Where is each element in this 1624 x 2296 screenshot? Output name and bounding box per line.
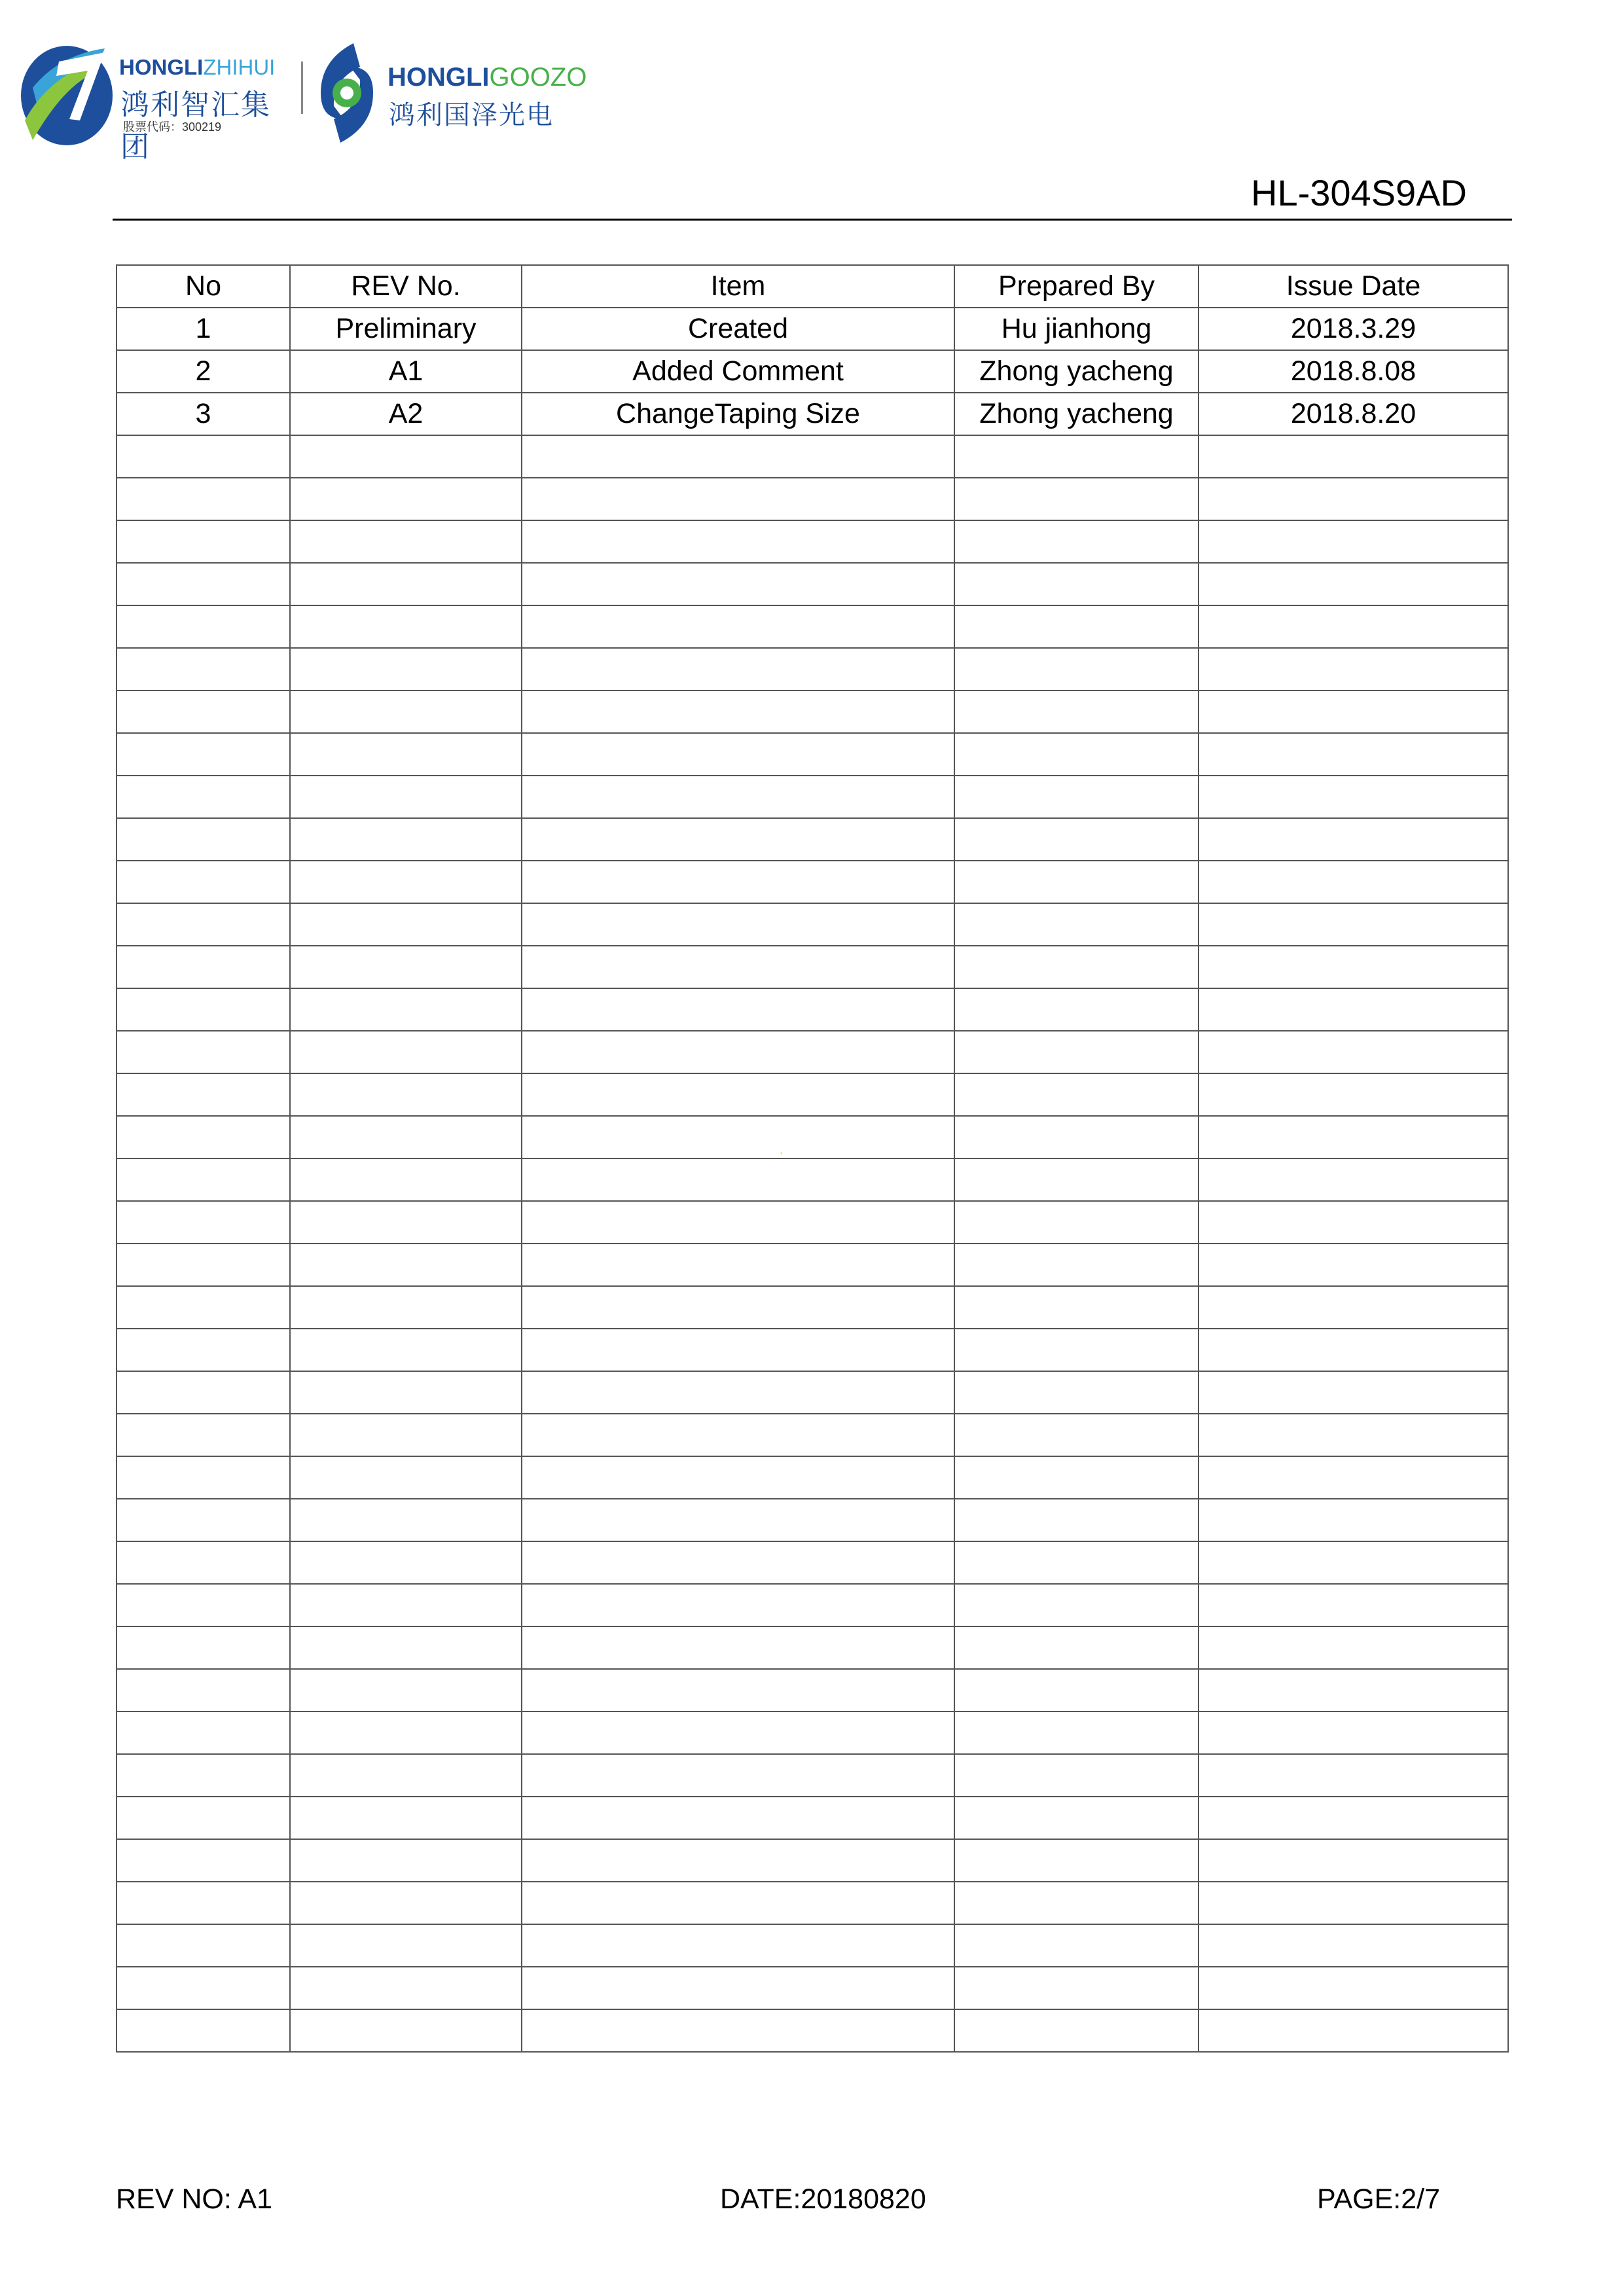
- table-cell-empty: [954, 988, 1199, 1031]
- table-cell-empty: [954, 1031, 1199, 1073]
- table-cell-empty: [1199, 1073, 1508, 1116]
- table-cell-empty: [522, 818, 954, 861]
- table-cell: A1: [290, 350, 522, 393]
- table-row-empty: [117, 1754, 1508, 1797]
- table-cell-empty: [117, 1329, 290, 1371]
- table-cell-empty: [290, 1456, 522, 1499]
- table-cell-empty: [117, 1073, 290, 1116]
- table-cell-empty: [117, 478, 290, 520]
- table-row-empty: [117, 946, 1508, 988]
- table-cell-empty: [117, 903, 290, 946]
- revision-table: [116, 264, 1509, 2053]
- table-cell-empty: [1199, 1499, 1508, 1541]
- table-cell-empty: [954, 1541, 1199, 1584]
- table-cell-empty: [954, 1584, 1199, 1626]
- table-cell-empty: [290, 1414, 522, 1456]
- col-header-no: No: [117, 265, 290, 308]
- table-cell-empty: [117, 1669, 290, 1712]
- table-cell: Zhong yacheng: [954, 350, 1199, 393]
- table-cell-empty: [1199, 1456, 1508, 1499]
- table-row-empty: [117, 563, 1508, 605]
- table-cell: 2018.3.29: [1199, 308, 1508, 350]
- table-cell-empty: [290, 478, 522, 520]
- table-cell-empty: [117, 776, 290, 818]
- table-cell-empty: [522, 1669, 954, 1712]
- table-row-empty: [117, 1158, 1508, 1201]
- table-cell-empty: [290, 1286, 522, 1329]
- table-cell: Hu jianhong: [954, 308, 1199, 350]
- table-cell-empty: [1199, 478, 1508, 520]
- table-cell-empty: [290, 946, 522, 988]
- table-cell-empty: [1199, 1031, 1508, 1073]
- honglgoozo-logo-icon: [308, 41, 386, 145]
- table-cell-empty: [1199, 435, 1508, 478]
- header-rule: [113, 219, 1512, 221]
- table-cell-empty: [117, 1754, 290, 1797]
- table-cell-empty: [954, 435, 1199, 478]
- table-cell-empty: [954, 2009, 1199, 2052]
- table-cell-empty: [1199, 1286, 1508, 1329]
- table-cell-empty: [954, 1456, 1199, 1499]
- table-cell-empty: [1199, 2009, 1508, 2052]
- table-cell-empty: [1199, 776, 1508, 818]
- table-cell-empty: [522, 1882, 954, 1924]
- table-header-row: [117, 265, 1508, 308]
- table-cell-empty: [1199, 1329, 1508, 1371]
- table-row-empty: [117, 1669, 1508, 1712]
- table-cell-empty: [117, 1456, 290, 1499]
- table-row-empty: [117, 1371, 1508, 1414]
- table-cell-empty: [954, 648, 1199, 691]
- table-cell-empty: [522, 478, 954, 520]
- table-row-empty: [117, 605, 1508, 648]
- table-cell-empty: [290, 1584, 522, 1626]
- table-cell-empty: [522, 903, 954, 946]
- table-cell-empty: [522, 435, 954, 478]
- table-cell-empty: [117, 1924, 290, 1967]
- table-cell: Zhong yacheng: [954, 393, 1199, 435]
- table-cell-empty: [954, 733, 1199, 776]
- table-cell-empty: [954, 1499, 1199, 1541]
- table-cell-empty: [1199, 1541, 1508, 1584]
- table-cell-empty: [290, 435, 522, 478]
- table-cell-empty: [290, 1882, 522, 1924]
- table-cell-empty: [1199, 1371, 1508, 1414]
- table-cell-empty: [117, 1626, 290, 1669]
- table-cell-empty: [954, 1116, 1199, 1158]
- table-cell-empty: [117, 1371, 290, 1414]
- table-cell-empty: [117, 520, 290, 563]
- table-cell-empty: [954, 1797, 1199, 1839]
- table-row-empty: [117, 2009, 1508, 2052]
- table-cell-empty: [522, 1626, 954, 1669]
- table-cell-empty: [290, 903, 522, 946]
- table-cell-empty: [954, 861, 1199, 903]
- table-cell-empty: [290, 1244, 522, 1286]
- table-cell-empty: [1199, 1584, 1508, 1626]
- table-cell-empty: [522, 1797, 954, 1839]
- table-row-empty: [117, 520, 1508, 563]
- table-cell: Preliminary: [290, 308, 522, 350]
- table-cell-empty: [522, 1456, 954, 1499]
- table-cell-empty: [522, 1329, 954, 1371]
- table-cell-empty: [117, 1712, 290, 1754]
- table-cell-empty: [522, 1286, 954, 1329]
- table-row-empty: [117, 1626, 1508, 1669]
- table-cell-empty: [1199, 1754, 1508, 1797]
- table-cell-empty: [290, 1797, 522, 1839]
- table-cell: Created: [522, 308, 954, 350]
- table-cell-empty: [117, 733, 290, 776]
- table-row-empty: [117, 1329, 1508, 1371]
- table-row-empty: [117, 1201, 1508, 1244]
- table-cell-empty: [117, 818, 290, 861]
- table-cell-empty: [290, 1158, 522, 1201]
- table-cell-empty: [1199, 1414, 1508, 1456]
- table-row-empty: [117, 1924, 1508, 1967]
- table-cell-empty: [290, 563, 522, 605]
- table-cell-empty: [954, 520, 1199, 563]
- table-cell-empty: [290, 1031, 522, 1073]
- document-id: HL-304S9AD: [1251, 172, 1467, 213]
- table-row-empty: [117, 435, 1508, 478]
- table-cell-empty: [522, 1414, 954, 1456]
- table-cell-empty: [954, 1371, 1199, 1414]
- table-cell: Added Comment: [522, 350, 954, 393]
- table-row-empty: [117, 648, 1508, 691]
- table-cell-empty: [117, 988, 290, 1031]
- table-cell-empty: [117, 1541, 290, 1584]
- table-cell-empty: [954, 903, 1199, 946]
- table-cell-empty: [522, 1371, 954, 1414]
- table-row-empty: [117, 1797, 1508, 1839]
- table-cell-empty: [1199, 563, 1508, 605]
- table-cell-empty: [117, 1839, 290, 1882]
- table-cell-empty: [290, 1754, 522, 1797]
- table-cell-empty: [1199, 1839, 1508, 1882]
- table-cell: 2: [117, 350, 290, 393]
- table-cell-empty: [117, 435, 290, 478]
- table-row-empty: [117, 861, 1508, 903]
- table-cell: 2018.8.20: [1199, 393, 1508, 435]
- table-cell-empty: [522, 1201, 954, 1244]
- table-cell-empty: [290, 776, 522, 818]
- table-cell-empty: [1199, 903, 1508, 946]
- table-cell-empty: [954, 1754, 1199, 1797]
- table-row-empty: [117, 1073, 1508, 1116]
- table-cell-empty: [522, 946, 954, 988]
- table-cell-empty: [1199, 1669, 1508, 1712]
- table-cell-empty: [954, 1626, 1199, 1669]
- table-cell-empty: [1199, 691, 1508, 733]
- footer-rev-no: REV NO: A1: [116, 2183, 272, 2215]
- table-cell-empty: [290, 988, 522, 1031]
- table-cell-empty: [522, 988, 954, 1031]
- table-cell-empty: [954, 1414, 1199, 1456]
- table-cell-empty: [290, 1669, 522, 1712]
- table-cell-empty: [522, 1584, 954, 1626]
- footer-page: PAGE:2/7: [1317, 2183, 1441, 2215]
- table-cell-empty: [954, 1839, 1199, 1882]
- table-row-empty: [117, 1031, 1508, 1073]
- table-cell-empty: [954, 1244, 1199, 1286]
- table-cell-empty: [1199, 1244, 1508, 1286]
- table-cell-empty: [117, 1499, 290, 1541]
- table-cell-empty: [117, 946, 290, 988]
- table-row: [117, 393, 1508, 435]
- table-cell-empty: [954, 776, 1199, 818]
- table-cell-empty: [522, 1967, 954, 2009]
- table-cell-empty: [522, 520, 954, 563]
- table-cell-empty: [954, 1201, 1199, 1244]
- table-row-empty: [117, 1414, 1508, 1456]
- table-cell-empty: [117, 648, 290, 691]
- table-cell-empty: [117, 1201, 290, 1244]
- table-row-empty: [117, 1541, 1508, 1584]
- table-row-empty: [117, 691, 1508, 733]
- table-row-empty: [117, 1882, 1508, 1924]
- table-row-empty: [117, 1116, 1508, 1158]
- table-cell-empty: [1199, 1201, 1508, 1244]
- table-cell-empty: [1199, 1626, 1508, 1669]
- table-cell-empty: [522, 1116, 954, 1158]
- table-cell-empty: [290, 1073, 522, 1116]
- table-cell-empty: [290, 691, 522, 733]
- table-cell-empty: [1199, 1797, 1508, 1839]
- table-cell-empty: [522, 1499, 954, 1541]
- table-cell-empty: [117, 2009, 290, 2052]
- table-cell-empty: [117, 605, 290, 648]
- table-cell-empty: [522, 1031, 954, 1073]
- table-cell-empty: [290, 648, 522, 691]
- table-cell-empty: [522, 1541, 954, 1584]
- table-cell-empty: [1199, 946, 1508, 988]
- table-cell-empty: [290, 1541, 522, 1584]
- col-header-prepared-by: Prepared By: [954, 265, 1199, 308]
- table-cell-empty: [522, 691, 954, 733]
- table-cell-empty: [954, 605, 1199, 648]
- honglizhihui-logo: [20, 38, 295, 163]
- table-cell-empty: [1199, 1158, 1508, 1201]
- watermark: ·: [779, 1144, 784, 1160]
- table-cell-empty: [117, 563, 290, 605]
- table-cell-empty: [1199, 1967, 1508, 2009]
- table-cell-empty: [290, 1201, 522, 1244]
- table-cell-empty: [522, 1158, 954, 1201]
- table-row-empty: [117, 733, 1508, 776]
- table-cell-empty: [290, 1712, 522, 1754]
- table-cell-empty: [522, 733, 954, 776]
- table-cell-empty: [954, 1882, 1199, 1924]
- table-cell-empty: [954, 1329, 1199, 1371]
- table-cell-empty: [522, 1712, 954, 1754]
- table-cell-empty: [290, 1371, 522, 1414]
- table-cell-empty: [954, 563, 1199, 605]
- table-cell-empty: [1199, 1116, 1508, 1158]
- table-cell-empty: [954, 1073, 1199, 1116]
- table-cell-empty: [290, 861, 522, 903]
- honglgoozo-wordmark: HONGLIGOOZO: [388, 63, 587, 92]
- table-cell-empty: [522, 648, 954, 691]
- table-row-empty: [117, 1839, 1508, 1882]
- table-cell-empty: [290, 520, 522, 563]
- table-cell-empty: [522, 2009, 954, 2052]
- table-row-empty: [117, 903, 1508, 946]
- table-cell-empty: [522, 605, 954, 648]
- table-cell: ChangeTaping Size: [522, 393, 954, 435]
- table-row-empty: [117, 1244, 1508, 1286]
- table-cell-empty: [117, 1031, 290, 1073]
- table-cell-empty: [117, 1797, 290, 1839]
- stock-code: 股票代码：300219: [123, 120, 222, 134]
- table-cell: 1: [117, 308, 290, 350]
- table-cell-empty: [954, 946, 1199, 988]
- honglgoozo-cn-name: 鸿利国泽光电: [389, 101, 554, 130]
- table-cell-empty: [290, 818, 522, 861]
- table-cell-empty: [954, 818, 1199, 861]
- table-cell-empty: [522, 1839, 954, 1882]
- col-header-item: Item: [522, 265, 954, 308]
- table-row-empty: [117, 988, 1508, 1031]
- table-cell-empty: [954, 1924, 1199, 1967]
- table-cell-empty: [954, 478, 1199, 520]
- table-cell-empty: [1199, 818, 1508, 861]
- table-cell-empty: [1199, 1882, 1508, 1924]
- table-cell-empty: [1199, 988, 1508, 1031]
- table-cell-empty: [290, 2009, 522, 2052]
- table-row-empty: [117, 1712, 1508, 1754]
- honglizhihui-wordmark: HONGLIZHIHUI: [119, 55, 276, 79]
- table-cell-empty: [1199, 648, 1508, 691]
- honglizhihui-cn-name: 鸿利智汇集团: [120, 89, 271, 163]
- table-cell-empty: [522, 776, 954, 818]
- table-row-empty: [117, 1584, 1508, 1626]
- table-cell-empty: [954, 691, 1199, 733]
- table-row-empty: [117, 1456, 1508, 1499]
- table-cell-empty: [954, 1286, 1199, 1329]
- table-cell-empty: [522, 563, 954, 605]
- table-cell-empty: [290, 1967, 522, 2009]
- table-cell-empty: [117, 1286, 290, 1329]
- table-cell-empty: [117, 691, 290, 733]
- table-cell-empty: [117, 1116, 290, 1158]
- logo-divider: [301, 62, 303, 114]
- table-cell-empty: [290, 605, 522, 648]
- table-cell-empty: [954, 1712, 1199, 1754]
- col-header-rev: REV No.: [290, 265, 522, 308]
- table-cell-empty: [1199, 605, 1508, 648]
- table-row: [117, 308, 1508, 350]
- table-cell-empty: [522, 1924, 954, 1967]
- table-cell: A2: [290, 393, 522, 435]
- honglgoozo-logo: [308, 38, 622, 149]
- table-row-empty: [117, 818, 1508, 861]
- col-header-issue-date: Issue Date: [1199, 265, 1508, 308]
- table-cell-empty: [117, 861, 290, 903]
- table-cell-empty: [1199, 1712, 1508, 1754]
- table-cell-empty: [290, 733, 522, 776]
- table-cell-empty: [117, 1414, 290, 1456]
- table-cell-empty: [117, 1244, 290, 1286]
- table-cell-empty: [522, 861, 954, 903]
- table-cell-empty: [1199, 520, 1508, 563]
- table-cell-empty: [117, 1967, 290, 2009]
- footer-date: DATE:20180820: [720, 2183, 926, 2215]
- table-row-empty: [117, 1286, 1508, 1329]
- honglizhihui-logo-icon: [20, 42, 118, 147]
- table-cell-empty: [117, 1584, 290, 1626]
- table-cell-empty: [954, 1669, 1199, 1712]
- table-row-empty: [117, 478, 1508, 520]
- table-cell-empty: [290, 1839, 522, 1882]
- table-cell: 2018.8.08: [1199, 350, 1508, 393]
- table-cell-empty: [522, 1244, 954, 1286]
- table-cell-empty: [290, 1499, 522, 1541]
- table-cell: 3: [117, 393, 290, 435]
- table-cell-empty: [290, 1329, 522, 1371]
- table-cell-empty: [1199, 1924, 1508, 1967]
- table-row-empty: [117, 1967, 1508, 2009]
- table-cell-empty: [117, 1882, 290, 1924]
- table-cell-empty: [954, 1158, 1199, 1201]
- table-cell-empty: [290, 1924, 522, 1967]
- table-row-empty: [117, 776, 1508, 818]
- table-cell-empty: [1199, 733, 1508, 776]
- table-cell-empty: [117, 1158, 290, 1201]
- table-cell-empty: [290, 1626, 522, 1669]
- table-cell-empty: [290, 1116, 522, 1158]
- table-cell-empty: [522, 1073, 954, 1116]
- table-cell-empty: [522, 1754, 954, 1797]
- table-row: [117, 350, 1508, 393]
- table-cell-empty: [1199, 861, 1508, 903]
- table-row-empty: [117, 1499, 1508, 1541]
- table-cell-empty: [954, 1967, 1199, 2009]
